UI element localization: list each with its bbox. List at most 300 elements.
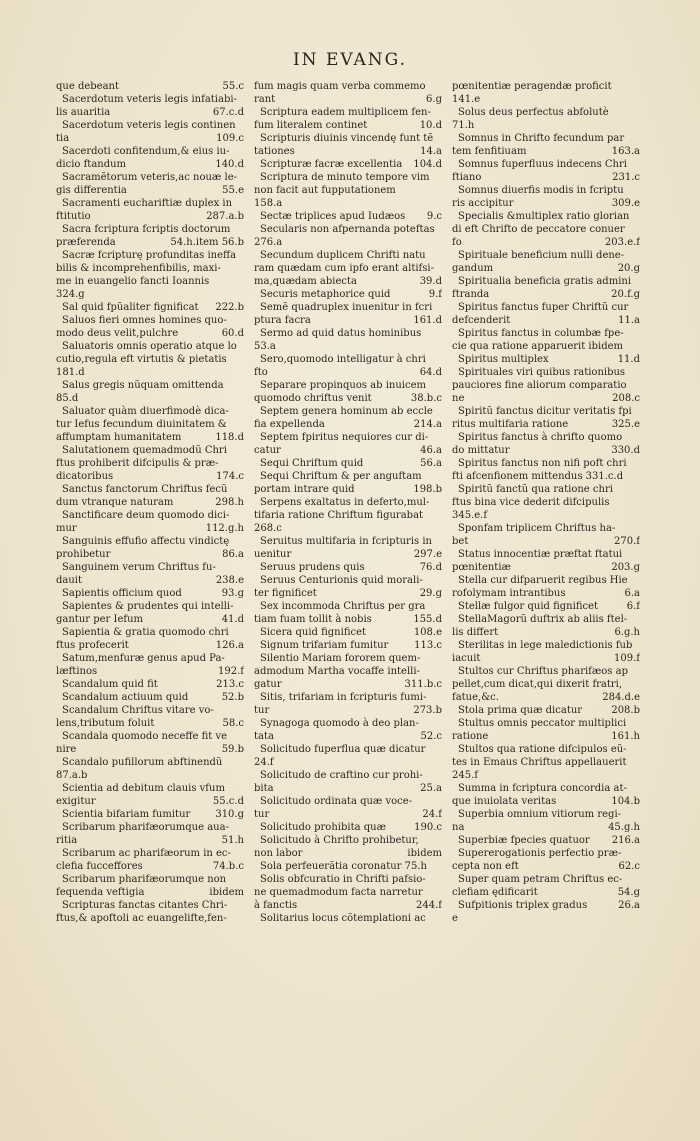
index-entry — [56, 340, 244, 353]
entry-text: tes in Emaus Chriftus appellauerit — [452, 757, 627, 768]
entry-text: Signum trifariam fumitur — [260, 640, 389, 651]
entry-text: Scriptura eadem multiplicem fen- — [260, 107, 431, 118]
index-entry — [254, 574, 442, 587]
index-entry — [452, 860, 640, 873]
entry-text: 158.a — [254, 198, 283, 209]
entry-text: 85.d — [56, 393, 79, 404]
index-entry — [56, 184, 244, 197]
index-entry — [452, 795, 640, 808]
index-entry — [452, 509, 640, 522]
entry-text: Sanguinis effufio affectu vindictę — [62, 536, 230, 547]
index-entry — [254, 509, 442, 522]
index-entry — [452, 561, 640, 574]
index-entry — [56, 275, 244, 288]
index-entry — [56, 535, 244, 548]
entry-text: Salus gregis nũquam omittenda — [62, 380, 224, 391]
entry-text: Secundum duplicem Chrifti natu — [260, 250, 426, 261]
entry-reference: 64.d — [419, 367, 442, 378]
entry-reference: 198.b — [413, 484, 442, 495]
entry-text: lis differt — [452, 627, 499, 638]
entry-text: 53.a — [254, 341, 276, 352]
index-entry — [56, 574, 244, 587]
index-entry — [56, 93, 244, 106]
index-entry — [452, 184, 640, 197]
index-entry — [452, 483, 640, 496]
entry-reference: 55.e — [222, 185, 244, 196]
entry-reference: 56.a — [420, 458, 442, 469]
entry-text: Scientia bifariam fumitur — [62, 809, 191, 820]
index-entry — [452, 717, 640, 730]
entry-text: exigitur — [56, 796, 96, 807]
entry-text: Sanctus fanctorum Chriftus fecũ — [62, 484, 228, 495]
entry-text: di eft Chrifto de peccatore conuer — [452, 224, 625, 235]
entry-reference: 104.d — [413, 159, 442, 170]
entry-text: tur — [254, 705, 270, 716]
index-entry — [254, 392, 442, 405]
index-entry — [452, 821, 640, 834]
entry-text: mur — [56, 523, 77, 534]
index-entry — [452, 106, 640, 119]
index-entry — [254, 808, 442, 821]
index-entry — [254, 821, 442, 834]
entry-reference: 60.d — [221, 328, 244, 339]
entry-reference: 109.f — [614, 653, 640, 664]
entry-text: Satum,menfuræ genus apud Pa- — [62, 653, 225, 664]
entry-reference: 208.b — [611, 705, 640, 716]
index-entry — [452, 613, 640, 626]
index-entry — [452, 808, 640, 821]
entry-text: fatue,&c. — [452, 692, 499, 703]
entry-text: Stultos qua ratione difcipulos eũ- — [458, 744, 627, 755]
entry-text: Sermo ad quid datus hominibus — [260, 328, 422, 339]
entry-text: 181.d — [56, 367, 85, 378]
entry-reference: 9.f — [428, 289, 442, 300]
entry-text: Sacræ fcripturę profunditas ineffa — [62, 250, 237, 261]
index-entry — [56, 509, 244, 522]
index-entry — [452, 366, 640, 379]
index-entry — [452, 639, 640, 652]
entry-text: ter fignificet — [254, 588, 317, 599]
entry-reference: 310.g — [215, 809, 244, 820]
entry-text: Status innocentiæ præftat ftatui — [458, 549, 623, 560]
index-entry — [56, 249, 244, 262]
entry-reference: 24.f — [422, 809, 442, 820]
index-column-1 — [56, 80, 244, 925]
entry-reference: 270.f — [614, 536, 640, 547]
entry-text: Sequi Chriftum quid — [260, 458, 364, 469]
entry-text: fo — [452, 237, 462, 248]
index-entry — [56, 665, 244, 678]
entry-text: Sacra fcriptura fcriptis doctorum — [62, 224, 231, 235]
entry-text: Spiritus fanctus fuper Chriftũ cur — [458, 302, 629, 313]
index-entry — [452, 249, 640, 262]
index-entry — [254, 899, 442, 912]
entry-text: ftus bina vice dederit difcipulis — [452, 497, 610, 508]
entry-reference: 213.c — [216, 679, 244, 690]
index-entry — [452, 769, 640, 782]
index-entry — [452, 873, 640, 886]
entry-text: Saluator quàm diuerfimodè dica- — [62, 406, 229, 417]
entry-reference: 52.b — [221, 692, 244, 703]
entry-reference: 203.g — [611, 562, 640, 573]
index-entry — [254, 119, 442, 132]
index-entry — [452, 275, 640, 288]
entry-text: Spiritus fanctus non nifi poft chri — [458, 458, 627, 469]
entry-reference: 14.a — [420, 146, 442, 157]
index-entry — [254, 340, 442, 353]
index-entry — [452, 379, 640, 392]
entry-reference: 140.d — [215, 159, 244, 170]
entry-text: 245.f — [452, 770, 478, 781]
index-entry — [56, 899, 244, 912]
entry-text: Saluatoris omnis operatio atque lo — [62, 341, 237, 352]
entry-text: 268.c — [254, 523, 282, 534]
entry-text: Sola perfeuerãtia coronatur 75.h — [260, 861, 427, 872]
entry-reference: 208.c — [612, 393, 640, 404]
entry-text: Spiritũ fanctũ qua ratione chri — [458, 484, 613, 495]
entry-reference: 41.d — [221, 614, 244, 625]
entry-text: ftus prohiberit difcipulis & præ- — [56, 458, 219, 469]
entry-reference: 11.d — [617, 354, 640, 365]
index-entry — [452, 600, 640, 613]
entry-text: Sterilitas in lege maledictionis fub — [458, 640, 633, 651]
index-entry — [254, 613, 442, 626]
running-head: IN EVANG. — [292, 50, 408, 70]
index-entry — [452, 691, 640, 704]
entry-text: Secularis non afpernanda poteftas — [260, 224, 435, 235]
entry-text: 345.e.f — [452, 510, 488, 521]
index-entry — [254, 366, 442, 379]
entry-reference: 244.f — [416, 900, 442, 911]
index-entry — [56, 132, 244, 145]
index-entry — [56, 210, 244, 223]
entry-text: Seruus prudens quis — [260, 562, 365, 573]
index-entry — [452, 314, 640, 327]
index-entry — [56, 288, 244, 301]
index-entry — [254, 743, 442, 756]
index-entry — [56, 262, 244, 275]
entry-text: do mittatur — [452, 445, 510, 456]
index-entry — [452, 587, 640, 600]
entry-text: ftitutio — [56, 211, 91, 222]
entry-text: Sufpitionis triplex gradus — [458, 900, 588, 911]
entry-text: ftus,& apoftoli ac euangelifte,fen- — [56, 913, 227, 924]
entry-text: dicatoribus — [56, 471, 114, 482]
index-entry — [254, 262, 442, 275]
index-entry — [452, 431, 640, 444]
index-entry — [56, 743, 244, 756]
index-entry — [452, 756, 640, 769]
index-entry — [56, 418, 244, 431]
entry-text: Scripturas fanctas citantes Chri- — [62, 900, 228, 911]
entry-text: portam intrare quid — [254, 484, 355, 495]
index-entry — [452, 912, 640, 925]
index-entry — [254, 171, 442, 184]
entry-text: fum magis quam verba commemo — [254, 81, 426, 92]
index-entry — [56, 912, 244, 925]
entry-text: ne quemadmodum facta narretur — [254, 887, 423, 898]
entry-text: Sanctificare deum quomodo dici- — [62, 510, 230, 521]
index-entry — [254, 275, 442, 288]
index-entry — [452, 574, 640, 587]
index-column-2 — [254, 80, 442, 925]
index-entry — [56, 587, 244, 600]
entry-reference: 6.g.h — [614, 627, 640, 638]
index-entry — [56, 561, 244, 574]
index-entry — [56, 457, 244, 470]
entry-text: ritus multifaria ratione — [452, 419, 569, 430]
index-entry — [254, 93, 442, 106]
index-entry — [56, 522, 244, 535]
entry-text: na — [452, 822, 465, 833]
entry-text: 276.a — [254, 237, 283, 248]
index-entry — [56, 860, 244, 873]
index-entry — [254, 249, 442, 262]
entry-text: Somnus diuerfis modis in fcriptu — [458, 185, 624, 196]
index-entry — [56, 145, 244, 158]
entry-text: nire — [56, 744, 77, 755]
index-entry — [56, 223, 244, 236]
entry-reference: 76.d — [419, 562, 442, 573]
index-entry — [254, 704, 442, 717]
index-entry — [452, 327, 640, 340]
index-entry — [452, 847, 640, 860]
index-entry — [452, 392, 640, 405]
entry-text: 141.e — [452, 94, 481, 105]
entry-reference: 214.a — [413, 419, 442, 430]
entry-reference: 51.h — [221, 835, 244, 846]
entry-reference: 163.a — [611, 146, 640, 157]
entry-text: tiam fuam tollit à nobis — [254, 614, 372, 625]
entry-text: ptura facra — [254, 315, 311, 326]
entry-reference: 59.b — [221, 744, 244, 755]
entry-text: StellaMagorũ duftrix ab aliis ftel- — [458, 614, 628, 625]
index-entry — [56, 821, 244, 834]
index-entry — [452, 353, 640, 366]
entry-text: Spiritus fanctus à chrifto quomo — [458, 432, 623, 443]
entry-reference: 325.e — [611, 419, 640, 430]
entry-text: tifaria ratione Chriftum figurabat — [254, 510, 424, 521]
entry-reference: 108.e — [413, 627, 442, 638]
index-entry — [452, 782, 640, 795]
entry-reference: ibidem — [209, 887, 244, 898]
entry-reference: 309.e — [611, 198, 640, 209]
entry-text: lens,tributum foluit — [56, 718, 155, 729]
entry-reference: 273.b — [413, 705, 442, 716]
index-entry — [254, 80, 442, 93]
entry-text: Sicera quid fignificet — [260, 627, 367, 638]
entry-text: Summa in fcriptura concordia at- — [458, 783, 627, 794]
index-entry — [56, 431, 244, 444]
entry-reference: 11.a — [618, 315, 640, 326]
entry-text: Sacramẽtorum veteris,ac nouæ le- — [62, 172, 237, 183]
entry-text: Sapientis officium quod — [62, 588, 182, 599]
index-entry — [254, 327, 442, 340]
entry-text: bilis & incomprehenfibilis, maxi- — [56, 263, 221, 274]
index-entry — [452, 210, 640, 223]
index-entry — [56, 691, 244, 704]
entry-text: non facit aut fupputationem — [254, 185, 396, 196]
entry-text: gatur — [254, 679, 282, 690]
entry-text: 71.h — [452, 120, 475, 131]
entry-text: præferenda — [56, 237, 116, 248]
entry-reference: 67.c.d — [212, 107, 244, 118]
index-entry — [56, 600, 244, 613]
entry-reference: 330.d — [611, 445, 640, 456]
entry-text: tationes — [254, 146, 295, 157]
entry-text: Somnus fuperfluus indecens Chri — [458, 159, 627, 170]
index-entry — [452, 223, 640, 236]
entry-text: Spiritũ fanctus dicitur veritatis fpi — [458, 406, 632, 417]
entry-text: fto — [254, 367, 268, 378]
entry-reference: 25.a — [420, 783, 442, 794]
index-entry — [254, 314, 442, 327]
entry-reference: 174.c — [216, 471, 244, 482]
entry-text: Sacramenti euchariftiæ duplex in — [62, 198, 233, 209]
entry-text: Solicitudo prohibita quæ — [260, 822, 386, 833]
index-entry — [452, 80, 640, 93]
index-entry — [254, 145, 442, 158]
entry-text: Sectæ triplices apud Iudæos — [260, 211, 406, 222]
index-entry — [452, 743, 640, 756]
entry-reference: 74.b.c — [212, 861, 244, 872]
entry-reference: 203.e.f — [604, 237, 640, 248]
entry-text: Spiritus fanctus in columbæ fpe- — [458, 328, 624, 339]
index-entry — [452, 548, 640, 561]
entry-text: Scandala quomodo neceffe fit ve — [62, 731, 228, 742]
entry-reference: 284.d.e — [602, 692, 640, 703]
entry-reference: 161.d — [413, 315, 442, 326]
index-entry — [254, 886, 442, 899]
entry-text: Sero,quomodo intelligatur à chri — [260, 354, 426, 365]
index-entry — [56, 353, 244, 366]
index-entry — [56, 730, 244, 743]
index-entry — [254, 535, 442, 548]
index-entry — [254, 548, 442, 561]
index-entry — [56, 119, 244, 132]
entry-reference: 6.g — [426, 94, 442, 105]
entry-reference: 86.a — [222, 549, 244, 560]
index-entry — [254, 197, 442, 210]
entry-text: Scribarum ac pharifæorum in ec- — [62, 848, 231, 859]
index-entry — [452, 652, 640, 665]
entry-reference: 55.c — [222, 81, 244, 92]
index-entry — [254, 652, 442, 665]
entry-reference: 297.e — [413, 549, 442, 560]
entry-text: cie qua ratione apparuerit ibidem — [452, 341, 624, 352]
entry-text: Salutationem quemadmodũ Chri — [62, 445, 227, 456]
index-entry — [254, 561, 442, 574]
index-entry — [254, 470, 442, 483]
entry-reference: 190.c — [414, 822, 442, 833]
index-entry — [56, 158, 244, 171]
entry-text: Separare propinquos ab inuicem — [260, 380, 426, 391]
entry-text: gandum — [452, 263, 494, 274]
entry-text: rofolymam intrantibus — [452, 588, 566, 599]
index-entry — [254, 782, 442, 795]
entry-reference: 231.c — [612, 172, 640, 183]
entry-text: Spirituales viri quibus rationibus — [458, 367, 626, 378]
entry-text: prohibetur — [56, 549, 111, 560]
entry-text: cepta non eft — [452, 861, 519, 872]
index-entry — [254, 223, 442, 236]
entry-text: pœnitentiæ — [452, 562, 511, 573]
entry-text: læftinos — [56, 666, 98, 677]
entry-text: fia expellenda — [254, 419, 325, 430]
index-entry — [56, 834, 244, 847]
index-entry — [254, 587, 442, 600]
entry-reference: 311.b.c — [404, 679, 442, 690]
index-entry — [452, 730, 640, 743]
index-entry — [254, 626, 442, 639]
index-entry — [56, 717, 244, 730]
index-entry — [56, 392, 244, 405]
index-entry — [452, 886, 640, 899]
index-entry — [56, 327, 244, 340]
entry-reference: 52.c — [420, 731, 442, 742]
index-entry — [56, 106, 244, 119]
index-entry — [254, 106, 442, 119]
entry-reference: ibidem — [407, 848, 442, 859]
entry-text: Sal quid fpũaliter fignificat — [62, 302, 199, 313]
index-entry — [56, 301, 244, 314]
entry-reference: 20.g — [617, 263, 640, 274]
entry-text: ratione — [452, 731, 489, 742]
entry-text: dauit — [56, 575, 83, 586]
entry-text: Supererogationis perfectio præ- — [458, 848, 622, 859]
index-entry — [254, 418, 442, 431]
entry-reference: 20.f.g — [611, 289, 640, 300]
entry-reference: 39.d — [419, 276, 442, 287]
entry-reference: 54.h.item 56.b — [170, 237, 244, 248]
entry-reference: 46.a — [420, 445, 442, 456]
entry-text: 324.g — [56, 289, 85, 300]
index-entry — [452, 301, 640, 314]
entry-text: Sacerdotum veteris legis infatiabi- — [62, 94, 237, 105]
entry-reference: 93.g — [221, 588, 244, 599]
entry-text: e — [452, 913, 458, 924]
index-entry — [254, 405, 442, 418]
entry-text: modo deus velit,pulchre — [56, 328, 179, 339]
entry-text: pœnitentiæ peragendæ proficit — [452, 81, 612, 92]
index-entry — [452, 704, 640, 717]
index-entry — [254, 288, 442, 301]
entry-text: uenitur — [254, 549, 292, 560]
index-entry — [254, 379, 442, 392]
index-entry — [452, 444, 640, 457]
index-entry — [254, 236, 442, 249]
entry-text: Scientia ad debitum clauis vfum — [62, 783, 225, 794]
entry-reference: 238.e — [215, 575, 244, 586]
entry-reference: 287.a.b — [206, 211, 244, 222]
entry-reference: 192.f — [218, 666, 244, 677]
entry-text: que debeant — [56, 81, 119, 92]
entry-text: Stola prima quæ dicatur — [458, 705, 583, 716]
entry-text: tur Iefus fecundum diuinitatem & — [56, 419, 227, 430]
index-columns — [56, 80, 640, 925]
index-entry — [56, 704, 244, 717]
index-entry — [254, 834, 442, 847]
entry-text: Solicitudo fuperflua quæ dicatur — [260, 744, 426, 755]
entry-text: fum literalem continet — [254, 120, 368, 131]
index-entry — [56, 847, 244, 860]
index-entry — [254, 444, 442, 457]
entry-text: Stellæ fulgor quid fignificet — [458, 601, 599, 612]
index-entry — [56, 795, 244, 808]
entry-text: tur — [254, 809, 270, 820]
index-entry — [254, 769, 442, 782]
entry-text: pauciores fine aliorum comparatio — [452, 380, 627, 391]
